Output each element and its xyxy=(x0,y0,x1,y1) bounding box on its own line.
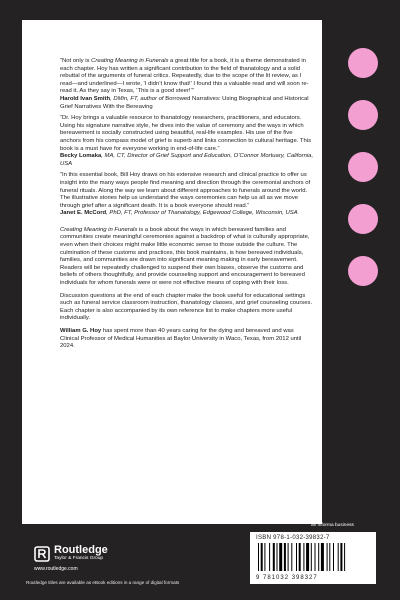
isbn-barcode xyxy=(250,532,376,584)
description-paragraph: Discussion questions at the end of each chapter make the book useful for educational settings such as funeral service classroom instruction, thanatology classes, and grief counseling courses. Each chapter is also accompanied by its own reference list to make chapters more useful individually. xyxy=(60,292,313,322)
back-cover-text-panel xyxy=(22,20,322,524)
pink-dot xyxy=(348,256,378,286)
description-paragraph: Creating Meaning in Funerals is a book about the ways in which bereaved families and communities create meaningful ceremonies against a backdrop of what is culturally appropriate, even when their choices might make little economic sense to those outside the culture. The culmination of these customs and practices, this book maintains, is how bereaved individuals, families, and communities are drawn into significant meaning making in early bereavement. Readers will be repeatedly challenged to suspend their own biases, observe the customs and beliefs of others thoughtfully, and provide counseling support and encouragement to bereaved individuals for whom funerals were or were not effective means of coping with their loss. xyxy=(60,226,310,287)
isbn-label: ISBN 978-1-032-39832-7 xyxy=(256,535,330,541)
publisher-logo xyxy=(34,545,108,562)
author-bio: William G. Hoy has spent more than 40 years caring for the dying and bereaved and was Clinical Professor of Medical Humanities at Baylor University in Waco, Texas, from 2012 until 2024. xyxy=(60,328,302,350)
barcode-icon xyxy=(256,543,368,571)
pink-dot xyxy=(348,152,378,182)
informa-tagline: an informa business xyxy=(311,523,354,528)
review-quote: “Not only is Creating Meaning in Funerals a great title for a book, it is a theme demonstrated in each chapter. Hoy has written a significant contribution to the field of thanatology and a solid rebuttal of the arguments of funeral critics. Repeatedly, due to the scope of the lit review, as I read—and underlined—I wrote, ‘I didn’t know that!’ I found this a valuable read and will soon re-read it. As they say in Texas, ‘This is a good steer!’” xyxy=(60,58,309,95)
pink-dot xyxy=(348,204,378,234)
publisher-name: Routledge xyxy=(54,544,108,556)
review-attribution: Becky Lomaka, MA, CT, Director of Grief Support and Education, O’Connor Mortuary, California, USA xyxy=(60,153,314,167)
review-quote: “Dr. Hoy brings a valuable resource to thanatology researchers, practitioners, and educators. Using his signature narrative style, he dives into the value of ceremony and the ways in which bereavement is socially constructed using beautiful, real-life examples. His use of the five anchors from his compass model of grief is superb and links connection to cultural heritage. This book is a must have for everyone working in end-of-life care.” xyxy=(60,115,312,152)
barcode-digits: 9 781032 398327 xyxy=(256,575,318,581)
publisher-url: www.routledge.com xyxy=(34,566,78,572)
publisher-group: Taylor & Francis Group xyxy=(54,556,104,561)
review-attribution: Harold Ivan Smith, DMin, FT, author of Borrowed Narratives: Using Biographical and Historical Grief Narratives With the Bereaving xyxy=(60,95,309,110)
pink-dot xyxy=(348,48,378,78)
pink-dot xyxy=(348,100,378,130)
review-quote: “In this essential book, Bill Hoy draws on his extensive research and clinical practice to offer us insight into the many ways people find meaning and direction through the ceremonial anchors of funeral rituals. Along the way we learn about different approaches to funerals around the world. The illustrative stories help us understand the ways ceremonies can help us all as we move through grief after a significant death. It is a book everyone should read.” xyxy=(60,172,311,209)
ebook-note: Routledge titles are available as eBook editions in a range of digital formats xyxy=(26,580,180,585)
routledge-logo-icon xyxy=(34,546,50,562)
decorative-dots xyxy=(348,48,392,308)
review-attribution: Janet E. McCord, PhD, FT, Professor of Thanatology, Edgewood College, Wisconsin, USA xyxy=(60,210,298,217)
